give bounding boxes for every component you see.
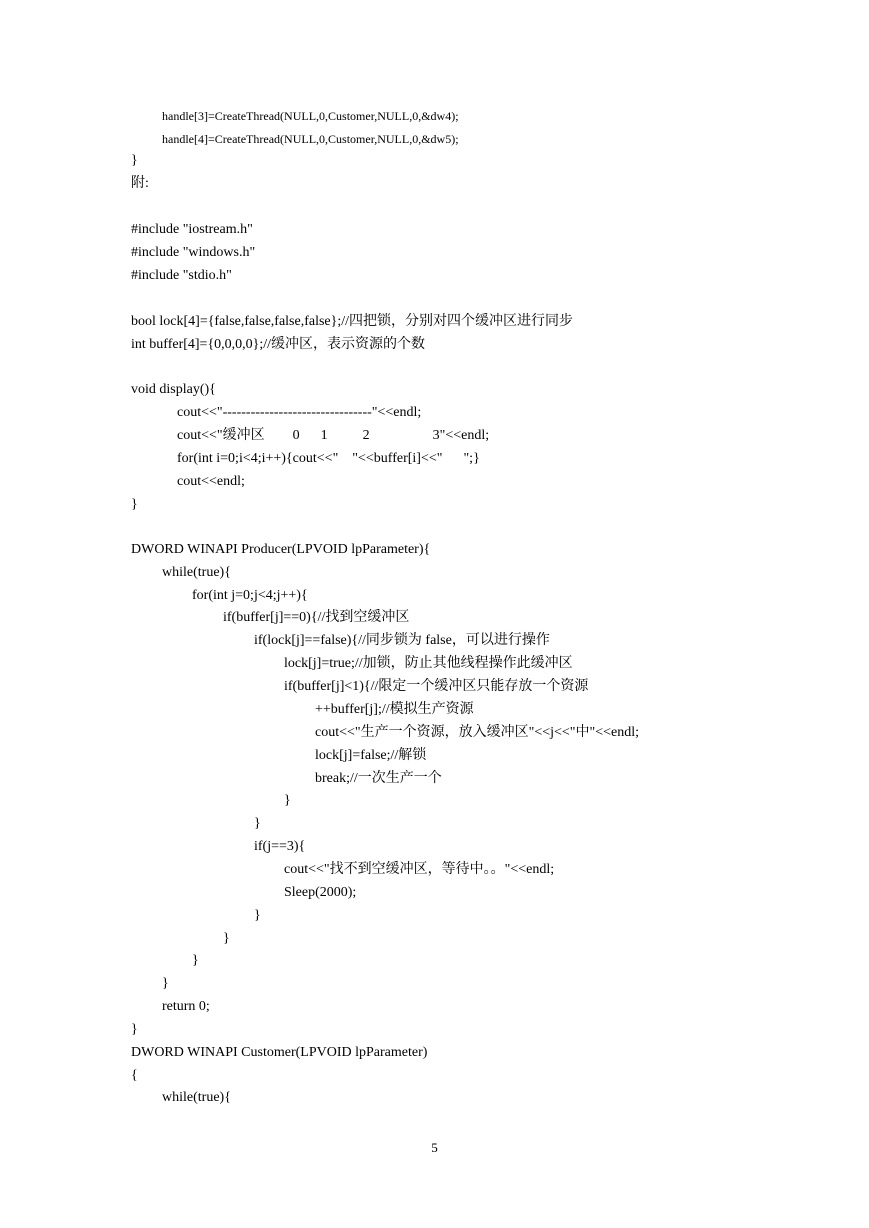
code-line: lock[j]=true;//加锁，防止其他线程操作此缓冲区 <box>284 656 573 671</box>
code-line: DWORD WINAPI Customer(LPVOID lpParameter) <box>131 1045 428 1060</box>
code-line: } <box>254 908 261 923</box>
code-line: cout<<endl; <box>177 474 245 489</box>
code-line: ++buffer[j];//模拟生产资源 <box>315 702 474 717</box>
code-line: return 0; <box>162 999 210 1014</box>
code-line: { <box>131 1068 138 1083</box>
code-line: if(buffer[j]==0){//找到空缓冲区 <box>223 610 410 625</box>
appendix-heading: 附: <box>131 176 149 191</box>
code-line: void display(){ <box>131 382 216 397</box>
code-line: Sleep(2000); <box>284 885 357 900</box>
code-line: for(int j=0;j<4;j++){ <box>192 588 308 603</box>
code-line: } <box>192 953 199 968</box>
code-line: int buffer[4]={0,0,0,0};//缓冲区，表示资源的个数 <box>131 337 426 352</box>
code-line: cout<<"生产一个资源，放入缓冲区"<<j<<"中"<<endl; <box>315 725 640 740</box>
code-line: handle[3]=CreateThread(NULL,0,Customer,NULL,0,&dw4); <box>162 109 459 123</box>
code-line: } <box>131 497 138 512</box>
code-line: } <box>223 931 230 946</box>
code-line: } <box>162 976 169 991</box>
code-line: cout<<"缓冲区 0 1 2 3"<<endl; <box>177 428 490 443</box>
code-line: #include "windows.h" <box>131 245 256 260</box>
code-line: cout<<"找不到空缓冲区，等待中。。"<<endl; <box>284 862 555 877</box>
code-line: } <box>131 1022 138 1037</box>
code-line: for(int i=0;i<4;i++){cout<<" "<<buffer[i]<<" ";} <box>177 451 480 466</box>
code-line: if(lock[j]==false){//同步锁为 false，可以进行操作 <box>254 633 550 648</box>
code-line: } <box>284 793 291 808</box>
code-line: while(true){ <box>162 565 231 580</box>
code-line: } <box>254 816 261 831</box>
code-line: cout<<"--------------------------------"<<endl; <box>177 405 422 420</box>
code-line: break;//一次生产一个 <box>315 771 442 786</box>
code-line: while(true){ <box>162 1090 231 1105</box>
code-line: } <box>131 153 138 168</box>
code-line: handle[4]=CreateThread(NULL,0,Customer,NULL,0,&dw5); <box>162 132 459 146</box>
page-number: 5 <box>431 1140 438 1155</box>
code-line: if(j==3){ <box>254 839 306 854</box>
code-line: #include "iostream.h" <box>131 222 253 237</box>
code-line: lock[j]=false;//解锁 <box>315 748 427 763</box>
code-line: if(buffer[j]<1){//限定一个缓冲区只能存放一个资源 <box>284 679 589 694</box>
code-line: bool lock[4]={false,false,false,false};//四把锁，分别对四个缓冲区进行同步 <box>131 314 574 329</box>
code-line: #include "stdio.h" <box>131 268 232 283</box>
code-line: DWORD WINAPI Producer(LPVOID lpParameter){ <box>131 542 431 557</box>
